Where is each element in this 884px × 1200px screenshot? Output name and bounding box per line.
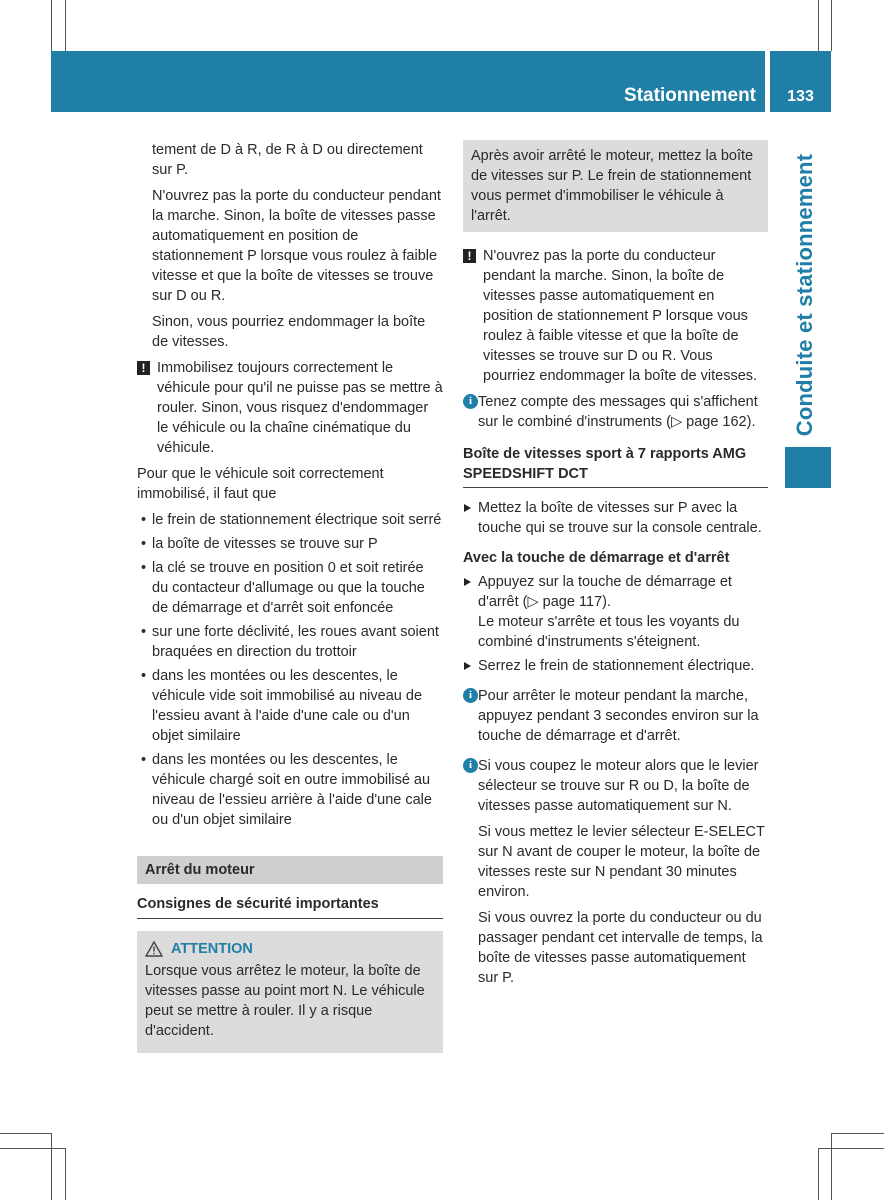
- crop-mark: [65, 1148, 66, 1200]
- instruction-step: [463, 498, 768, 538]
- attention-text: Lorsque vous arrêtez le moteur, la boîte de vitesses passe au point mort N. Le véhicule peut se mettre à rouler. Il y a risque d'accident.: [145, 963, 425, 1039]
- list-item: • dans les montées ou les descentes, le véhicule chargé soit en outre immobilisé au niveau de l'essieu arrière à l'aide d'une cale ou d'un objet similaire: [137, 750, 443, 830]
- page-number: 133: [787, 88, 814, 105]
- paragraph: N'ouvrez pas la porte du conducteur pendant la marche. Sinon, la boîte de vitesses passe automatiquement en position de stationnement P lorsque vous roulez à faible vitesse et que la boîte de vitesses se trouve sur D ou R.: [152, 188, 441, 304]
- page-title: Stationnement: [624, 85, 756, 106]
- attention-box: [137, 931, 443, 1053]
- info-box: [463, 140, 768, 232]
- step-result: Le moteur s'arrête et tous les voyants du combiné d'instruments s'éteignent.: [478, 614, 740, 650]
- crop-mark: [0, 1148, 65, 1149]
- crop-mark: [831, 1133, 832, 1200]
- instruction-step: [463, 572, 768, 652]
- list-item: • la clé se trouve en position 0 et soit retirée du contacteur d'allumage ou que la touche de démarrage et d'arrêt soit enfoncée: [137, 558, 443, 618]
- step-arrow-icon: [464, 662, 471, 670]
- list-item: • la boîte de vitesses se trouve sur P: [137, 534, 443, 554]
- crop-mark: [831, 1133, 884, 1134]
- warning-text: N'ouvrez pas la porte du conducteur pendant la marche. Sinon, la boîte de vitesses passe automatiquement en position de stationnement P lorsque vous roulez à faible vitesse et que la boîte de vitesses se trouve sur D ou R. Vous pourriez endommager la boîte de vitesses.: [483, 248, 758, 384]
- info-icon: i: [463, 758, 478, 773]
- exclamation-icon: !: [137, 361, 150, 375]
- step-arrow-icon: [464, 578, 471, 586]
- warning-text: Immobilisez toujours correctement le véhicule pour qu'il ne puisse pas se mettre à rouler. Sinon, vous risquez d'endommager le véhicule ou la chaîne cinématique du véhicule.: [157, 360, 443, 456]
- info-text: Si vous coupez le moteur alors que le levier sélecteur se trouve sur R ou D, la boîte de vitesses passe automatiquement sur N.: [478, 758, 759, 814]
- info-text: Si vous ouvrez la porte du conducteur ou du passager pendant cet intervalle de temps, la boîte de vitesses passe automatiquement sur P.: [478, 910, 763, 986]
- warning-note: [137, 358, 443, 458]
- subsection-title: Consignes de sécurité importantes: [137, 894, 443, 919]
- crop-mark: [51, 1133, 52, 1200]
- crop-mark: [818, 1148, 819, 1200]
- crop-mark: [0, 1133, 51, 1134]
- paragraph: Pour que le véhicule soit correctement immobilisé, il faut que: [137, 466, 384, 502]
- info-icon: i: [463, 394, 478, 409]
- warning-note: [463, 246, 768, 386]
- step-text: Mettez la boîte de vitesses sur P avec la touche qui se trouve sur la console centrale.: [478, 500, 762, 536]
- crop-mark: [818, 1148, 884, 1149]
- list-item: • sur une forte déclivité, les roues avant soient braquées en direction du trottoir: [137, 622, 443, 662]
- subsection-title: Avec la touche de démarrage et d'arrêt: [463, 550, 730, 566]
- crop-mark: [831, 0, 832, 51]
- info-note: [463, 756, 768, 988]
- section-heading: Boîte de vitesses sport à 7 rapports AMG SPEEDSHIFT DCT: [463, 444, 768, 488]
- crop-mark: [818, 0, 819, 51]
- step-text: Serrez le frein de stationnement électrique.: [478, 658, 755, 674]
- info-note: [463, 686, 768, 746]
- paragraph: Sinon, vous pourriez endommager la boîte de vitesses.: [152, 314, 426, 350]
- info-note: [463, 392, 768, 432]
- right-column: [463, 140, 768, 994]
- warning-triangle-icon: [145, 941, 163, 957]
- list-item: • dans les montées ou les descentes, le véhicule vide soit immobilisé au niveau de l'essieu avant à l'aide d'une cale ou d'un objet similaire: [137, 666, 443, 746]
- crop-mark: [65, 0, 66, 51]
- chapter-marker: [785, 447, 831, 488]
- info-text: Pour arrêter le moteur pendant la marche, appuyez pendant 3 secondes environ sur la touche de démarrage et d'arrêt.: [478, 688, 759, 744]
- attention-label: ATTENTION: [171, 941, 253, 957]
- info-text: Si vous mettez le levier sélecteur E-SELECT sur N avant de couper le moteur, la boîte de vitesses reste sur N pendant 30 minutes environ.: [478, 824, 765, 900]
- exclamation-icon: !: [463, 249, 476, 263]
- attention-header: [145, 939, 435, 959]
- chapter-tab-label: Conduite et stationnement: [792, 153, 818, 437]
- left-column: [137, 140, 443, 1053]
- crop-mark: [51, 0, 52, 51]
- info-icon: i: [463, 688, 478, 703]
- info-text: Tenez compte des messages qui s'affichent sur le combiné d'instruments (▷ page 162).: [478, 394, 758, 430]
- instruction-step: [463, 656, 768, 676]
- section-title: Arrêt du moteur: [137, 856, 443, 884]
- info-box-text: Après avoir arrêté le moteur, mettez la boîte de vitesses sur P. Le frein de stationnement vous permet d'immobiliser le véhicule à l'arrêt.: [471, 148, 754, 224]
- chapter-tab: [775, 150, 835, 440]
- step-arrow-icon: [464, 504, 471, 512]
- paragraph: tement de D à R, de R à D ou directement sur P.: [152, 142, 423, 178]
- step-text: Appuyez sur la touche de démarrage et d'arrêt (▷ page 117).: [478, 574, 732, 610]
- list-item: • le frein de stationnement électrique soit serré: [137, 510, 443, 530]
